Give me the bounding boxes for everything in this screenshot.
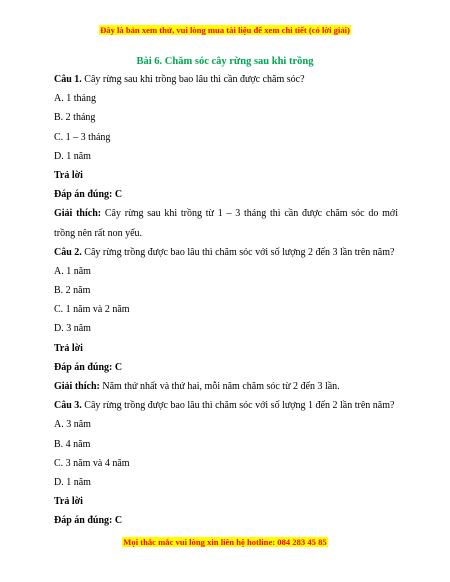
question-1-correct-answer: Đáp án đúng: C [54, 189, 123, 201]
question-3-correct-answer: Đáp án đúng: C [54, 515, 123, 527]
question-2-label: Câu 2. [54, 246, 82, 258]
question-3-option-b: B. 4 năm [54, 438, 91, 450]
question-2 [54, 243, 398, 262]
question-2-explanation [54, 377, 398, 396]
question-3 [54, 396, 398, 415]
question-3-text: Cây rừng trồng được bao lâu thì chăm sóc với số lượng 1 đến 2 lần trên năm? [81, 400, 395, 412]
hotline-notice-banner [0, 537, 450, 548]
question-1-option-d: D. 1 năm [54, 150, 91, 162]
question-2-option-b: B. 2 năm [54, 285, 91, 297]
question-2-option-a: A. 1 năm [54, 265, 91, 277]
question-1 [54, 70, 398, 89]
question-1-option-c: C. 1 – 3 tháng [54, 131, 111, 143]
question-2-option-c: C. 1 năm và 2 năm [54, 304, 130, 316]
question-3-answer-heading: Trả lời [54, 496, 83, 508]
hotline-notice-text: Mọi thắc mắc vui lòng xin liên hệ hotline: 084 283 45 85 [123, 537, 327, 547]
question-2-option-d: D. 3 năm [54, 323, 91, 335]
document-body [54, 70, 398, 531]
question-1-option-b: B. 2 tháng [54, 112, 96, 124]
question-1-explanation-label: Giải thích: [54, 208, 102, 220]
question-2-answer-heading: Trả lời [54, 342, 83, 354]
question-1-label: Câu 1. [54, 74, 82, 85]
preview-notice-text: Đây là bản xem thử, vui lòng mua tài liệu để xem chi tiết (có lời giải) [100, 25, 350, 35]
question-1-explanation [54, 204, 398, 242]
question-1-answer-heading: Trả lời [54, 169, 83, 181]
question-2-explanation-label: Giải thích: [54, 381, 100, 393]
question-1-explanation-text: Cây rừng sau khi trồng từ 1 – 3 tháng thì cần được chăm sóc do mới trồng nên rất non yếu. [54, 208, 398, 239]
question-2-correct-answer: Đáp án đúng: C [54, 361, 123, 373]
question-1-option-a: A. 1 tháng [54, 93, 96, 105]
question-3-option-a: A. 3 năm [54, 419, 91, 431]
question-3-label: Câu 3. [54, 400, 82, 412]
lesson-title: Bài 6. Chăm sóc cây rừng sau khi trồng [136, 56, 314, 67]
preview-notice-banner [0, 25, 450, 36]
question-3-option-c: C. 3 năm và 4 năm [54, 457, 130, 469]
question-3-option-d: D. 1 năm [54, 477, 91, 488]
question-1-text: Cây rừng sau khi trồng bao lâu thì cần được chăm sóc? [81, 74, 305, 85]
question-2-explanation-text: Năm thứ nhất và thứ hai, mỗi năm chăm sóc từ 2 đến 3 lần. [99, 381, 340, 393]
question-2-text: Cây rừng trồng được bao lâu thì chăm sóc với số lượng 2 đến 3 lần trên năm? [81, 246, 395, 258]
